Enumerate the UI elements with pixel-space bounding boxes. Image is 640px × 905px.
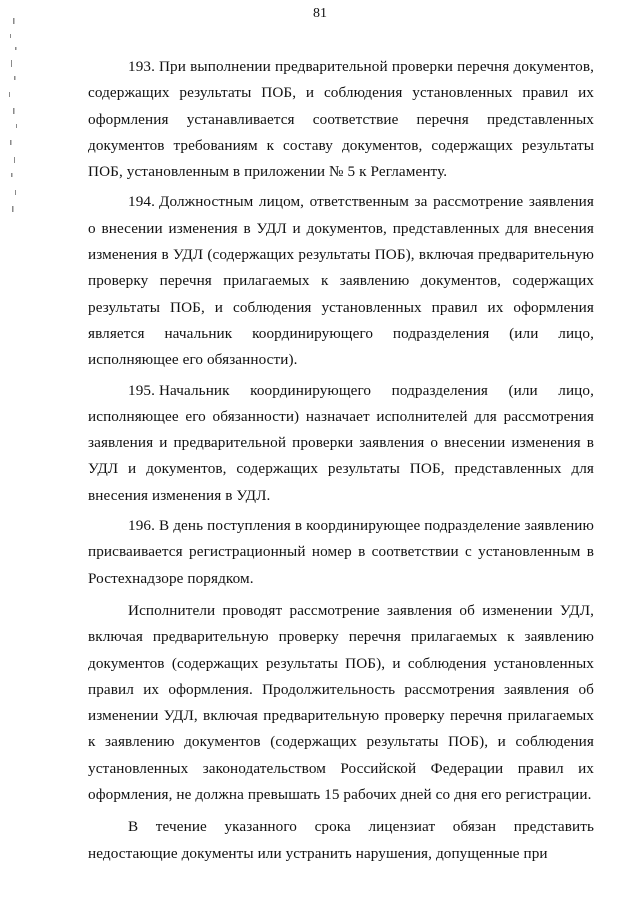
paragraph-text: Исполнители проводят рассмотрение заявления об изменении УДЛ, включая предварительную проверку перечня прилагаемых к заявлению документов (содержащих результаты ПОБ), и соблюдения установленных правил их оформления. Продолжительность рассмотрения заявления об изменении УДЛ, включая предварительную проверку перечня прилагаемых к заявлению документов (содержащих результаты ПОБ), и соблюдения установленных законодательством Российской Федерации правил их оформления, не должна превышать 15 рабочих дней со дня его регистрации.: [88, 601, 594, 804]
paragraph-number: 193.: [128, 58, 155, 75]
document-body: [88, 54, 594, 871]
paragraph-text: Начальник координирующего подразделения (или лицо, исполняющее его обязанности) назначает исполнителей для рассмотрения заявления и предварительной проверки заявления о внесении изменения в УДЛ и документов, содержащих результаты ПОБ, представленных для внесения изменения в УДЛ.: [88, 381, 594, 504]
paragraph-195: [88, 378, 594, 509]
page-number: 81: [313, 6, 327, 21]
paragraph-executors: [88, 598, 594, 808]
paragraph-193: [88, 54, 594, 185]
paragraph-number: 195.: [128, 381, 155, 399]
paragraph-text: При выполнении предварительной проверки перечня документов, содержащих результаты ПОБ, и соблюдения установленных правил их оформления устанавливается соответствие перечня представленных документов требованиям к составу документов, содержащих результаты ПОБ, установленным в приложении № 5 к Регламенту.: [88, 58, 594, 181]
paragraph-number: 196.: [128, 517, 155, 535]
paragraph-text: Должностным лицом, ответственным за рассмотрение заявления о внесении изменения в УДЛ и документов, представленных для внесения изменения в УДЛ (содержащих результаты ПОБ), включая предварительную проверку перечня прилагаемых к заявлению документов, содержащих результаты ПОБ, и соблюдения установленных правил их оформления является начальник координирующего подразделения (или лицо, исполняющее его обязанности).: [88, 193, 594, 369]
paragraph-194: [88, 189, 594, 373]
paragraph-number: 194.: [128, 193, 155, 211]
paragraph-text: В течение указанного срока лицензиат обязан представить недостающие документы или устранить нарушения, допущенные при: [88, 818, 594, 862]
paragraph-text: В день поступления в координирующее подразделение заявлению присваивается регистрационный номер в соответствии с установленным в Ростехнадзоре порядком.: [88, 517, 594, 587]
scan-margin-artifact: [4, 0, 20, 230]
paragraph-deadline: [88, 814, 594, 867]
paragraph-196: [88, 513, 594, 592]
